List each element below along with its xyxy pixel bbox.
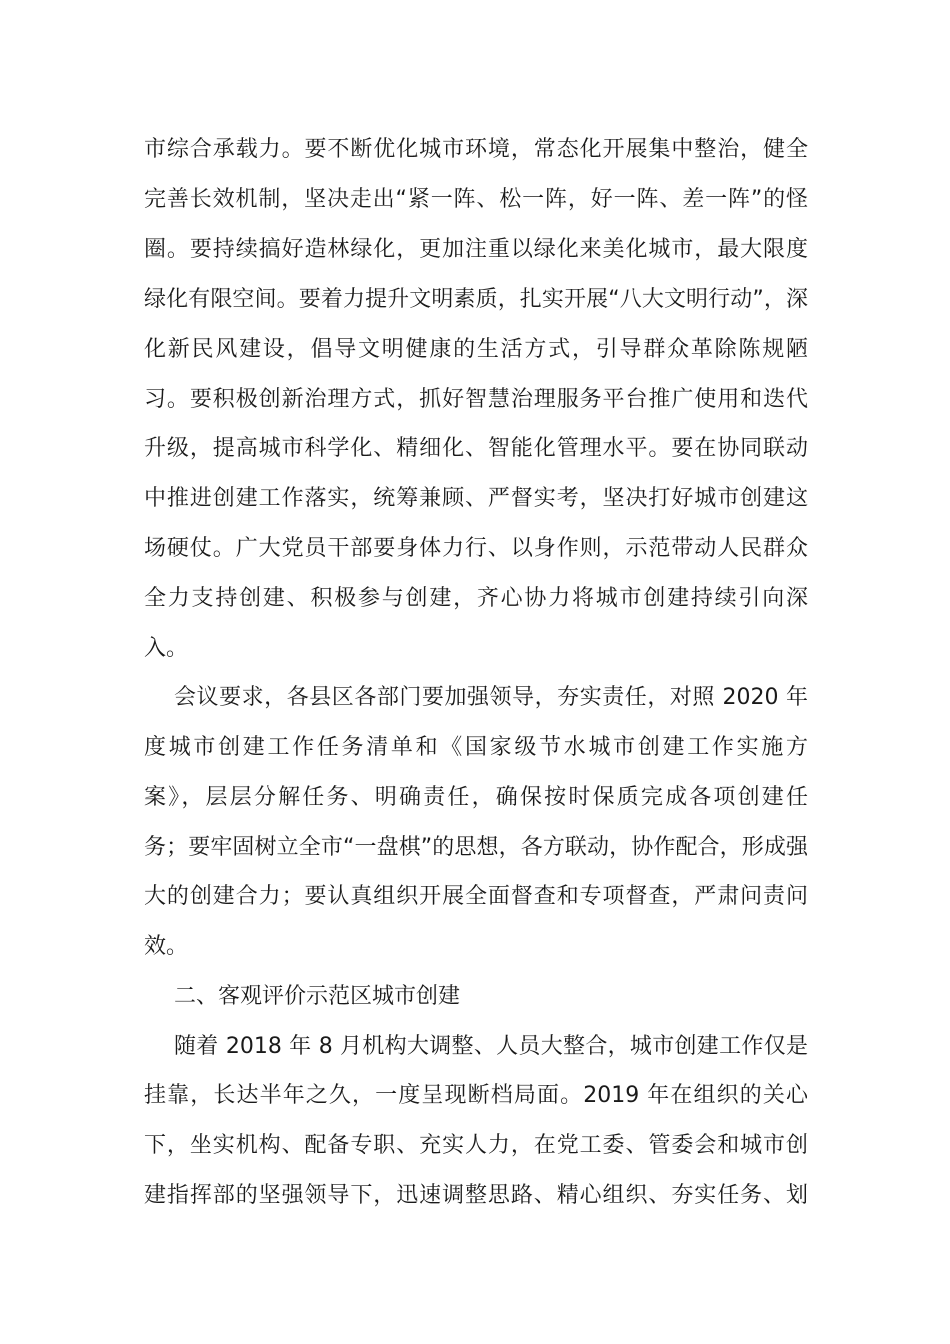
text-line: 建指挥部的坚强领导下，迅速调整思路、精心组织、夯实任务、划 bbox=[144, 1183, 808, 1208]
text-line: 圈。要持续搞好造林绿化，更加注重以绿化来美化城市，最大限度 bbox=[144, 237, 808, 262]
text-line: 下，坐实机构、配备专职、充实人力，在党工委、管委会和城市创 bbox=[144, 1133, 808, 1158]
text-line: 市综合承载力。要不断优化城市环境，常态化开展集中整治，健全 bbox=[144, 137, 808, 162]
text-line: 绿化有限空间。要着力提升文明素质，扎实开展“八大文明行动”，深 bbox=[144, 287, 808, 312]
text-line: 中推进创建工作落实，统筹兼顾、严督实考，坚决打好城市创建这 bbox=[144, 486, 808, 511]
text-line: 完善长效机制，坚决走出“紧一阵、松一阵，好一阵、差一阵”的怪 bbox=[144, 187, 808, 212]
text-line: 场硬仗。广大党员干部要身体力行、以身作则，示范带动人民群众 bbox=[144, 536, 808, 561]
text-line: 挂靠，长达半年之久，一度呈现断档局面。2019 年在组织的关心 bbox=[144, 1083, 808, 1108]
text-line: 全力支持创建、积极参与创建，齐心协力将城市创建持续引向深 bbox=[144, 586, 808, 611]
text-line: 习。要积极创新治理方式，抓好智慧治理服务平台推广使用和迭代 bbox=[144, 387, 808, 412]
text-line: 度城市创建工作任务清单和《国家级节水城市创建工作实施方 bbox=[144, 735, 808, 760]
text-line: 升级，提高城市科学化、精细化、智能化管理水平。要在协同联动 bbox=[144, 436, 808, 461]
text-line: 入。 bbox=[144, 636, 189, 661]
paragraph-first-line: 会议要求，各县区各部门要加强领导，夯实责任，对照 2020 年 bbox=[174, 685, 808, 710]
text-line: 务；要牢固树立全市“一盘棋”的思想，各方联动，协作配合，形成强 bbox=[144, 835, 808, 860]
text-line: 化新民风建设，倡导文明健康的生活方式，引导群众革除陈规陋 bbox=[144, 337, 808, 362]
paragraph-first-line: 随着 2018 年 8 月机构大调整、人员大整合，城市创建工作仅是 bbox=[174, 1034, 808, 1059]
text-line: 大的创建合力；要认真组织开展全面督查和专项督查，严肃问责问 bbox=[144, 884, 808, 909]
text-line: 案》，层层分解任务、明确责任，确保按时保质完成各项创建任 bbox=[144, 785, 808, 810]
section-heading: 二、客观评价示范区城市创建 bbox=[174, 984, 461, 1009]
text-line: 效。 bbox=[144, 934, 189, 959]
